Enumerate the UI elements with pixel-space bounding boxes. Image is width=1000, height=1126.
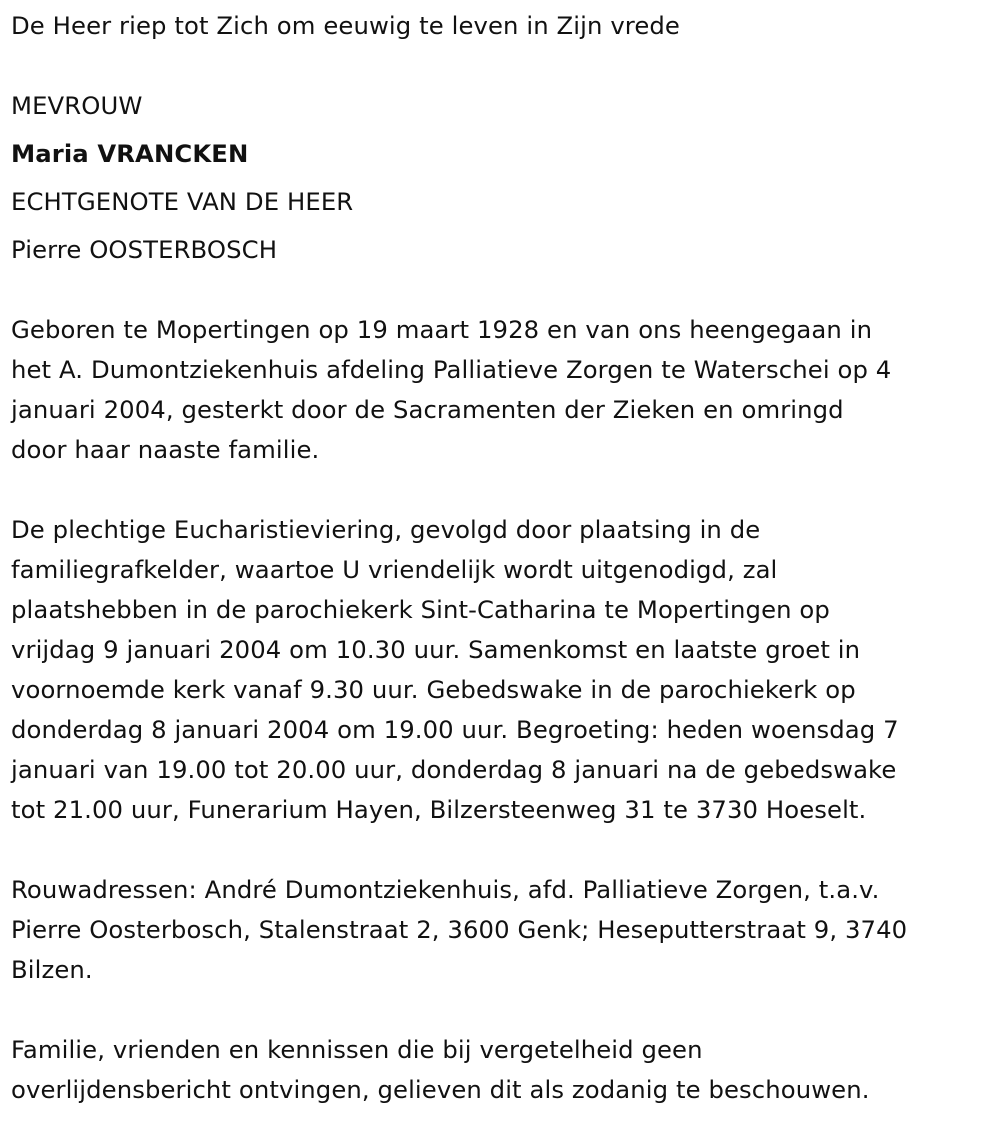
paragraph-line: januari van 19.00 tot 20.00 uur, donderdag 8 januari na de gebedswake xyxy=(11,755,897,784)
paragraph-line: januari 2004, gesterkt door de Sacramenten der Zieken en omringd xyxy=(11,395,844,424)
paragraph-line: De plechtige Eucharistieviering, gevolgd door plaatsing in de xyxy=(11,515,761,544)
paragraph-line: voornoemde kerk vanaf 9.30 uur. Gebedswake in de parochiekerk op xyxy=(11,675,856,704)
paragraph-line: donderdag 8 januari 2004 om 19.00 uur. Begroeting: heden woensdag 7 xyxy=(11,715,899,744)
paragraph-line: Pierre Oosterbosch, Stalenstraat 2, 3600 Genk; Heseputterstraat 9, 3740 xyxy=(11,915,908,944)
paragraph-line: tot 21.00 uur, Funerarium Hayen, Bilzersteenweg 31 te 3730 Hoeselt. xyxy=(11,795,867,824)
paragraph-line: familiegrafkelder, waartoe U vriendelijk wordt uitgenodigd, zal xyxy=(11,555,778,584)
paragraph-line: vrijdag 9 januari 2004 om 10.30 uur. Samenkomst en laatste groet in xyxy=(11,635,861,664)
paragraph-line: het A. Dumontziekenhuis afdeling Palliatieve Zorgen te Waterschei op 4 xyxy=(11,355,892,384)
salutation: MEVROUW xyxy=(11,91,143,120)
paragraph-line: Familie, vrienden en kennissen die bij vergetelheid geen xyxy=(11,1035,703,1064)
spouse-name: Pierre OOSTERBOSCH xyxy=(11,235,278,264)
deceased-name: Maria VRANCKEN xyxy=(11,139,249,168)
opening-line: De Heer riep tot Zich om eeuwig te leven in Zijn vrede xyxy=(11,11,680,40)
paragraph-line: plaatshebben in de parochiekerk Sint-Catharina te Mopertingen op xyxy=(11,595,830,624)
relation-line: ECHTGENOTE VAN DE HEER xyxy=(11,187,354,216)
paragraph-line: Bilzen. xyxy=(11,955,93,984)
paragraph-line: Rouwadressen: André Dumontziekenhuis, afd. Palliatieve Zorgen, t.a.v. xyxy=(11,875,880,904)
paragraph-line: door haar naaste familie. xyxy=(11,435,320,464)
paragraph-line: overlijdensbericht ontvingen, gelieven dit als zodanig te beschouwen. xyxy=(11,1075,870,1104)
paragraph-line: Geboren te Mopertingen op 19 maart 1928 en van ons heengegaan in xyxy=(11,315,873,344)
